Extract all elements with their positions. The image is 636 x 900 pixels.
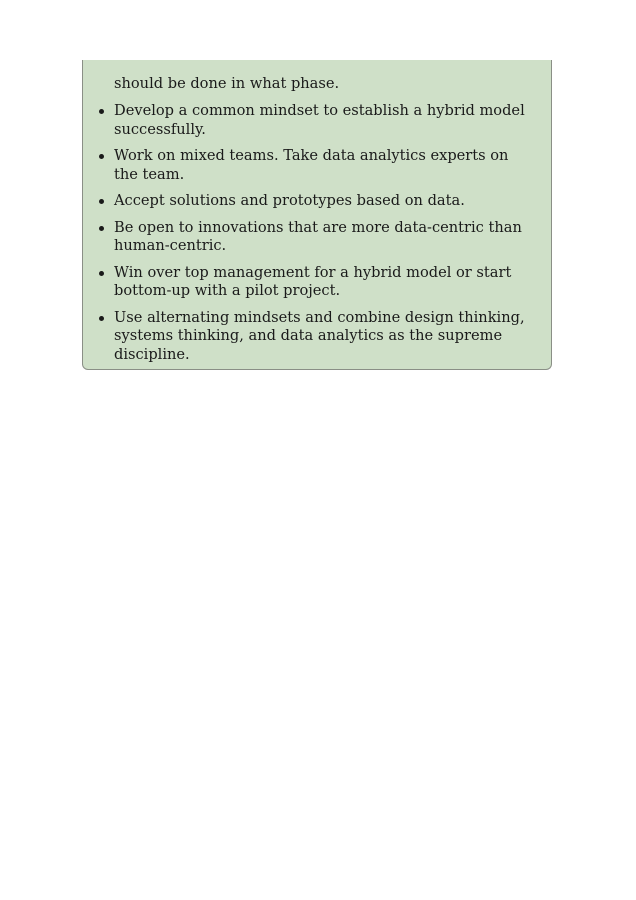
bullet-icon [99, 226, 104, 231]
bullet-item-common-mindset [97, 102, 527, 139]
bullet-item-alternating-mindsets [97, 309, 527, 365]
bullet-item-top-management [97, 264, 527, 301]
bullet-text: Use alternating mindsets and combine design thinking, systems thinking, and data analytics as the supreme discipline. [114, 308, 525, 363]
bullet-icon [99, 199, 104, 204]
bullet-text: Accept solutions and prototypes based on data. [114, 192, 465, 209]
bullet-text: Develop a common mindset to establish a hybrid model successfully. [114, 102, 525, 138]
bullet-text: Work on mixed teams. Take data analytics experts on the team. [114, 147, 509, 183]
bullet-icon [99, 109, 104, 114]
bullet-icon [99, 271, 104, 276]
bullet-item-mixed-teams [97, 147, 527, 184]
bullet-item-open-to-innovations [97, 219, 527, 256]
bullet-text: Win over top management for a hybrid model or start bottom-up with a pilot project. [114, 263, 512, 299]
bullet-icon [99, 316, 104, 321]
bullet-icon [99, 154, 104, 159]
continued-bullet-text: should be done in what phase. [114, 75, 340, 92]
recommendations-bullet-list [97, 102, 527, 364]
bullet-text: Be open to innovations that are more data-centric than human-centric. [114, 218, 522, 254]
bullet-item-accept-solutions [97, 192, 527, 211]
recommendations-callout-box [82, 60, 552, 370]
